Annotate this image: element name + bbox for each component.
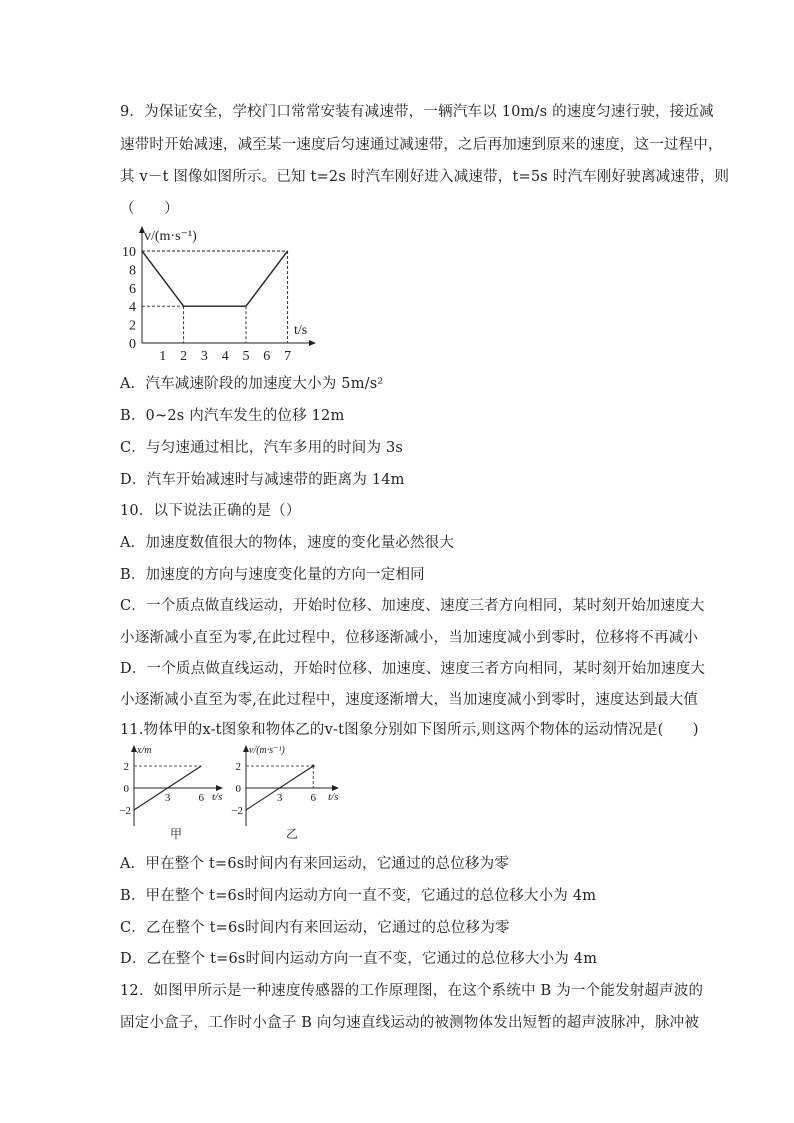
q10-option-b: B．加速度的方向与速度变化量的方向一定相同 xyxy=(120,567,425,583)
q10-option-d-1: D．一个质点做直线运动，开始时位移、加速度、速度三者方向相同，某时刻开始加速度大 xyxy=(120,661,706,677)
q12-line-1: 12．如图甲所示是一种速度传感器的工作原理图，在这个系统中 B 为一个能发射超声波的 xyxy=(120,983,704,999)
q12-line-2: 固定小盒子，工作时小盒子 B 向匀速直线运动的被测物体发出短暂的超声波脉冲，脉冲被 xyxy=(120,1015,700,1031)
q9-option-a: A．汽车减速阶段的加速度大小为 5m/s² xyxy=(120,376,384,392)
q11-option-d: D．乙在整个 t=6s时间内运动方向一直不变，它通过的总位移大小为 4m xyxy=(120,951,598,967)
chart-caption: 乙 xyxy=(285,827,299,841)
x-tick-label: 5 xyxy=(242,349,250,364)
x-tick-label: 3 xyxy=(276,792,283,804)
x-tick-label: 6 xyxy=(263,349,271,364)
q9-line-3: 其 v－t 图像如图所示。已知 t=2s 时汽车刚好进入减速带，t=5s 时汽车刚好驶离减速带，则 xyxy=(120,169,730,185)
q11-chart-yi xyxy=(226,740,350,848)
q10-option-a: A．加速度数值很大的物体，速度的变化量必然很大 xyxy=(120,535,455,551)
x-axis-label: t/s xyxy=(294,323,308,338)
q10-option-c-2: 小逐渐减小直至为零,在此过程中，位移逐渐减小，当加速度减小到零时，位移将不再减小 xyxy=(120,630,699,646)
q11-option-b: B．甲在整个 t=6s时间内运动方向一直不变，它通过的总位移大小为 4m xyxy=(120,888,597,904)
q11-chart-jia-svg xyxy=(114,740,234,844)
vt-series-line xyxy=(142,251,288,306)
q11-chart-yi-svg xyxy=(226,740,350,844)
q9-line-2: 速带时开始减速，减至某一速度后匀速通过减速带，之后再加速到原来的速度，这一过程中， xyxy=(120,137,723,153)
q11-option-a: A．甲在整个 t=6s时间内有来回运动，它通过的总位移为零 xyxy=(120,856,510,872)
x-axis-label: t/s xyxy=(212,791,223,803)
q10-option-d-2: 小逐渐减小直至为零,在此过程中，速度逐渐增大，当加速度减小到零时，速度达到最大值 xyxy=(120,692,699,708)
q11-option-c: C．乙在整个 t=6s时间内有来回运动，它通过的总位移为零 xyxy=(120,920,510,936)
x-tick-label: 3 xyxy=(200,349,208,364)
q9-line-1: 9．为保证安全，学校门口常常安装有减速带，一辆汽车以 10m/s 的速度匀速行驶，接近减 xyxy=(120,104,714,120)
y-axis-label: v/(m·s⁻¹) xyxy=(144,229,197,244)
x-tick-label: 2 xyxy=(180,349,188,364)
y-axis-label: v/(m·s⁻¹) xyxy=(249,745,285,756)
x-tick-label: 6 xyxy=(198,792,204,804)
y-tick-label: −2 xyxy=(119,805,131,817)
x-tick-label: 1 xyxy=(159,349,167,364)
q9-line-4: （ ） xyxy=(120,201,179,217)
x-tick-label: 3 xyxy=(164,792,171,804)
y-tick-label: −2 xyxy=(231,805,243,817)
y-tick-label: 2 xyxy=(235,761,241,773)
x-axis-arrow xyxy=(309,340,316,346)
x-axis-label: t/s xyxy=(328,791,339,803)
q9-vt-chart-svg xyxy=(120,222,320,364)
x-tick-label: 6 xyxy=(310,792,316,804)
q10-stem: 10．以下说法正确的是（） xyxy=(120,503,301,519)
y-axis-label: x/m xyxy=(137,745,152,756)
y-tick-label: 2 xyxy=(123,761,129,773)
x-tick-label: 7 xyxy=(284,349,292,364)
q10-option-c-1: C．一个质点做直线运动，开始时位移、加速度、速度三者方向相同，某时刻开始加速度大 xyxy=(120,598,705,614)
chart-caption: 甲 xyxy=(169,827,183,841)
y-tick-label: 0 xyxy=(123,783,129,795)
q11-chart-jia xyxy=(114,740,234,848)
y-tick-label: 6 xyxy=(129,281,136,297)
q9-option-d: D．汽车开始减速时与减速带的距离为 14m xyxy=(120,472,405,488)
y-tick-label: 10 xyxy=(122,245,136,260)
y-tick-label: 0 xyxy=(129,337,136,352)
q11-stem: 11.物体甲的x-t图象和物体乙的v-t图象分别如下图所示,则这两个物体的运动情况是( ) xyxy=(120,722,699,738)
q9-option-c: C．与匀速通过相比，汽车多用的时间为 3s xyxy=(120,440,404,456)
y-tick-label: 0 xyxy=(235,783,241,795)
x-tick-label: 4 xyxy=(221,349,229,364)
y-tick-label: 2 xyxy=(129,318,136,334)
q9-vt-chart xyxy=(120,222,320,368)
q9-option-b: B．0~2s 内汽车发生的位移 12m xyxy=(120,408,345,424)
y-tick-label: 8 xyxy=(129,263,136,279)
y-tick-label: 4 xyxy=(129,300,136,316)
